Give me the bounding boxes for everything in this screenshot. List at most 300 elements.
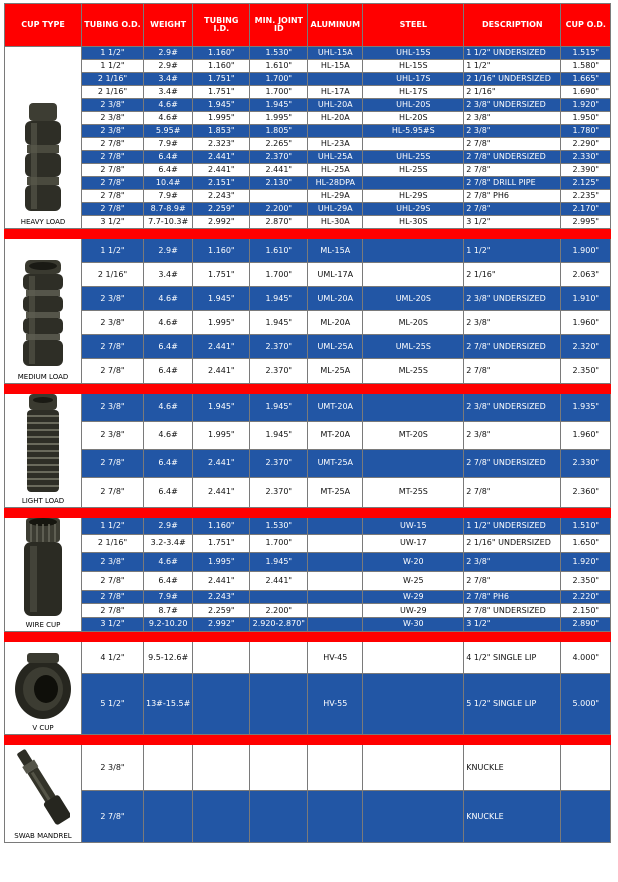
min-joint-id-cell xyxy=(250,642,308,674)
table-row xyxy=(5,617,611,631)
tubing-id-cell xyxy=(193,642,250,674)
tubing-id-cell: 1.853" xyxy=(193,125,250,138)
table-row xyxy=(5,47,611,60)
aluminum-cell xyxy=(308,617,363,631)
tubing-od-cell: 2 7/8" xyxy=(82,203,144,216)
cup-type-label: WIRE CUP xyxy=(25,621,61,629)
weight-cell: 3.2-3.4# xyxy=(144,535,193,552)
section-divider-cell xyxy=(5,384,611,394)
description-cell: 2 3/8" UNDERSIZED xyxy=(464,99,561,112)
description-cell: 2 3/8" xyxy=(464,421,561,449)
table-row xyxy=(5,421,611,449)
min-joint-id-cell xyxy=(250,745,308,791)
table-row xyxy=(5,112,611,125)
steel-cell xyxy=(363,177,464,190)
steel-cell xyxy=(363,263,464,287)
min-joint-id-cell: 1.610" xyxy=(250,239,308,263)
cup-od-cell: 2.320" xyxy=(561,335,611,359)
steel-cell: UML-25S xyxy=(363,335,464,359)
cup-od-cell: 2.150" xyxy=(561,604,611,617)
tubing-id-cell: 2.243" xyxy=(193,190,250,203)
steel-cell xyxy=(363,745,464,791)
table-row xyxy=(5,287,611,311)
min-joint-id-cell: 2.130" xyxy=(250,177,308,190)
weight-cell: 4.6# xyxy=(144,287,193,311)
steel-cell: UW-29 xyxy=(363,604,464,617)
aluminum-cell: ML-20A xyxy=(308,311,363,335)
steel-cell xyxy=(363,239,464,263)
weight-cell: 8.7# xyxy=(144,604,193,617)
cup-od-cell: 2.995" xyxy=(561,216,611,229)
tubing-id-cell: 2.323" xyxy=(193,138,250,151)
min-joint-id-cell: 1.530" xyxy=(250,47,308,60)
cup-od-cell: 2.350" xyxy=(561,571,611,590)
aluminum-cell: HL-20A xyxy=(308,112,363,125)
cup-type-label: LIGHT LOAD xyxy=(21,497,65,505)
table-row xyxy=(5,552,611,571)
cup-type-cell xyxy=(5,47,82,229)
weight-cell: 7.9# xyxy=(144,190,193,203)
header-steel: STEEL xyxy=(363,4,464,47)
weight-cell: 7.9# xyxy=(144,138,193,151)
tubing-id-cell: 2.259" xyxy=(193,203,250,216)
tubing-od-cell: 2 7/8" xyxy=(82,138,144,151)
description-cell: 2 3/8" xyxy=(464,311,561,335)
weight-cell: 9.2-10.20 xyxy=(144,617,193,631)
cup-od-cell xyxy=(561,745,611,791)
header-row xyxy=(5,4,611,47)
steel-cell: UHL-25S xyxy=(363,151,464,164)
tubing-id-cell: 2.259" xyxy=(193,604,250,617)
tubing-od-cell: 1 1/2" xyxy=(82,518,144,535)
cup-od-cell: 1.690" xyxy=(561,86,611,99)
aluminum-cell: HL-30A xyxy=(308,216,363,229)
cup-od-cell: 1.515" xyxy=(561,47,611,60)
header-cup-type: CUP TYPE xyxy=(5,4,82,47)
min-joint-id-cell xyxy=(250,674,308,735)
aluminum-cell xyxy=(308,535,363,552)
min-joint-id-cell: 2.370" xyxy=(250,359,308,384)
table-row xyxy=(5,449,611,477)
weight-cell: 6.4# xyxy=(144,335,193,359)
tubing-od-cell: 2 7/8" xyxy=(82,177,144,190)
aluminum-cell: HL-17A xyxy=(308,86,363,99)
tubing-od-cell: 2 7/8" xyxy=(82,164,144,177)
min-joint-id-cell xyxy=(250,190,308,203)
weight-cell: 6.4# xyxy=(144,151,193,164)
cup-od-cell xyxy=(561,791,611,843)
steel-cell: ML-20S xyxy=(363,311,464,335)
table-body xyxy=(5,47,611,843)
cup-od-cell: 1.780" xyxy=(561,125,611,138)
tubing-od-cell: 1 1/2" xyxy=(82,47,144,60)
table-row xyxy=(5,642,611,674)
cup-od-cell: 2.330" xyxy=(561,151,611,164)
section-divider xyxy=(5,632,611,642)
table-header xyxy=(5,4,611,47)
weight-cell: 10.4# xyxy=(144,177,193,190)
steel-cell: HL-25S xyxy=(363,164,464,177)
tubing-od-cell: 4 1/2" xyxy=(82,642,144,674)
tubing-id-cell: 1.995" xyxy=(193,112,250,125)
min-joint-id-cell: 1.700" xyxy=(250,263,308,287)
weight-cell: 5.95# xyxy=(144,125,193,138)
tubing-od-cell: 2 3/8" xyxy=(82,112,144,125)
table-row xyxy=(5,239,611,263)
tubing-id-cell: 1.995" xyxy=(193,421,250,449)
steel-cell: HL-15S xyxy=(363,60,464,73)
aluminum-cell: HL-29A xyxy=(308,190,363,203)
description-cell: 2 7/8" UNDERSIZED xyxy=(464,335,561,359)
section-divider-cell xyxy=(5,508,611,518)
aluminum-cell: ML-25A xyxy=(308,359,363,384)
cup-od-cell: 1.935" xyxy=(561,394,611,422)
tubing-id-cell: 2.992" xyxy=(193,617,250,631)
weight-cell: 6.4# xyxy=(144,359,193,384)
cup-od-cell: 2.235" xyxy=(561,190,611,203)
aluminum-cell: UMT-20A xyxy=(308,394,363,422)
cup-od-cell: 1.920" xyxy=(561,99,611,112)
steel-cell: HL-20S xyxy=(363,112,464,125)
table-row xyxy=(5,591,611,604)
weight-cell: 6.4# xyxy=(144,449,193,477)
tubing-od-cell: 2 7/8" xyxy=(82,359,144,384)
aluminum-cell: HL-25A xyxy=(308,164,363,177)
weight-cell: 2.9# xyxy=(144,239,193,263)
tubing-od-cell: 2 3/8" xyxy=(82,125,144,138)
table-row xyxy=(5,535,611,552)
light-load-cup-icon xyxy=(23,394,63,494)
cup-od-cell: 1.665" xyxy=(561,73,611,86)
tubing-id-cell: 1.995" xyxy=(193,552,250,571)
cup-od-cell: 2.390" xyxy=(561,164,611,177)
steel-cell: HL-5.95#S xyxy=(363,125,464,138)
tubing-id-cell: 1.945" xyxy=(193,287,250,311)
weight-cell: 3.4# xyxy=(144,73,193,86)
steel-cell: HL-30S xyxy=(363,216,464,229)
tubing-id-cell: 2.441" xyxy=(193,571,250,590)
tubing-od-cell: 2 7/8" xyxy=(82,335,144,359)
weight-cell: 6.4# xyxy=(144,571,193,590)
table-row xyxy=(5,151,611,164)
aluminum-cell xyxy=(308,604,363,617)
aluminum-cell: HL-28DPA xyxy=(308,177,363,190)
description-cell: 2 7/8" xyxy=(464,164,561,177)
steel-cell: MT-25S xyxy=(363,477,464,507)
min-joint-id-cell: 1.700" xyxy=(250,535,308,552)
tubing-od-cell: 2 1/16" xyxy=(82,535,144,552)
weight-cell: 7.7-10.3# xyxy=(144,216,193,229)
tubing-od-cell: 2 7/8" xyxy=(82,791,144,843)
section-divider-cell xyxy=(5,735,611,745)
steel-cell: W-30 xyxy=(363,617,464,631)
tubing-id-cell: 1.160" xyxy=(193,239,250,263)
tubing-id-cell xyxy=(193,674,250,735)
tubing-id-cell: 2.441" xyxy=(193,164,250,177)
tubing-id-cell xyxy=(193,745,250,791)
tubing-od-cell: 2 7/8" xyxy=(82,591,144,604)
table-row xyxy=(5,177,611,190)
tubing-id-cell: 2.441" xyxy=(193,359,250,384)
table-row xyxy=(5,164,611,177)
steel-cell: MT-20S xyxy=(363,421,464,449)
tubing-id-cell: 2.992" xyxy=(193,216,250,229)
aluminum-cell: HL-15A xyxy=(308,60,363,73)
table-row xyxy=(5,518,611,535)
tubing-id-cell: 2.243" xyxy=(193,591,250,604)
min-joint-id-cell: 1.610" xyxy=(250,60,308,73)
cup-od-cell: 2.125" xyxy=(561,177,611,190)
weight-cell: 4.6# xyxy=(144,394,193,422)
tubing-od-cell: 2 3/8" xyxy=(82,421,144,449)
description-cell: 2 3/8" UNDERSIZED xyxy=(464,394,561,422)
weight-cell: 3.4# xyxy=(144,86,193,99)
steel-cell xyxy=(363,449,464,477)
aluminum-cell: ML-15A xyxy=(308,239,363,263)
weight-cell: 3.4# xyxy=(144,263,193,287)
table-row xyxy=(5,745,611,791)
aluminum-cell xyxy=(308,745,363,791)
min-joint-id-cell: 1.700" xyxy=(250,73,308,86)
steel-cell: W-20 xyxy=(363,552,464,571)
table-row xyxy=(5,311,611,335)
cup-od-cell: 1.900" xyxy=(561,239,611,263)
cup-od-cell: 1.920" xyxy=(561,552,611,571)
wire-cup-icon xyxy=(21,518,65,618)
cup-type-cell xyxy=(5,642,82,735)
weight-cell: 2.9# xyxy=(144,47,193,60)
min-joint-id-cell: 2.441" xyxy=(250,571,308,590)
description-cell: 2 1/16" UNDERSIZED xyxy=(464,73,561,86)
aluminum-cell: UHL-20A xyxy=(308,99,363,112)
steel-cell: UHL-17S xyxy=(363,73,464,86)
description-cell: 2 3/8" xyxy=(464,125,561,138)
aluminum-cell xyxy=(308,571,363,590)
table-row xyxy=(5,477,611,507)
description-cell: 2 7/8" PH6 xyxy=(464,190,561,203)
table-row xyxy=(5,190,611,203)
table-row xyxy=(5,73,611,86)
steel-cell xyxy=(363,394,464,422)
description-cell: 2 7/8" xyxy=(464,359,561,384)
header-min-joint-id: MIN. JOINT ID xyxy=(250,4,308,47)
table-row xyxy=(5,60,611,73)
weight-cell: 8.7-8.9# xyxy=(144,203,193,216)
header-aluminum: ALUMINUM xyxy=(308,4,363,47)
steel-cell xyxy=(363,642,464,674)
min-joint-id-cell: 1.945" xyxy=(250,552,308,571)
steel-cell: UHL-20S xyxy=(363,99,464,112)
cup-od-cell: 1.510" xyxy=(561,518,611,535)
aluminum-cell: UHL-15A xyxy=(308,47,363,60)
aluminum-cell: MT-25A xyxy=(308,477,363,507)
weight-cell: 2.9# xyxy=(144,60,193,73)
cup-od-cell: 1.580" xyxy=(561,60,611,73)
description-cell: 2 7/8" xyxy=(464,571,561,590)
description-cell: 4 1/2" SINGLE LIP xyxy=(464,642,561,674)
aluminum-cell: UMT-25A xyxy=(308,449,363,477)
header-weight: WEIGHT xyxy=(144,4,193,47)
tubing-id-cell: 2.441" xyxy=(193,449,250,477)
cup-od-cell: 4.000" xyxy=(561,642,611,674)
description-cell: KNUCKLE xyxy=(464,745,561,791)
min-joint-id-cell: 1.805" xyxy=(250,125,308,138)
min-joint-id-cell: 1.945" xyxy=(250,394,308,422)
table-row xyxy=(5,203,611,216)
tubing-od-cell: 2 1/16" xyxy=(82,73,144,86)
description-cell: 2 7/8" xyxy=(464,138,561,151)
weight-cell xyxy=(144,745,193,791)
min-joint-id-cell: 1.945" xyxy=(250,421,308,449)
description-cell: 2 7/8" DRILL PIPE xyxy=(464,177,561,190)
table-row xyxy=(5,791,611,843)
min-joint-id-cell: 1.945" xyxy=(250,287,308,311)
cup-od-cell: 1.650" xyxy=(561,535,611,552)
description-cell: 2 7/8" UNDERSIZED xyxy=(464,449,561,477)
min-joint-id-cell: 2.200" xyxy=(250,203,308,216)
steel-cell: HL-17S xyxy=(363,86,464,99)
cup-type-cell xyxy=(5,518,82,632)
steel-cell: W-29 xyxy=(363,591,464,604)
min-joint-id-cell: 2.370" xyxy=(250,335,308,359)
table-row xyxy=(5,125,611,138)
aluminum-cell: UML-20A xyxy=(308,287,363,311)
medium-load-cup-icon xyxy=(20,260,66,370)
aluminum-cell xyxy=(308,552,363,571)
weight-cell: 2.9# xyxy=(144,518,193,535)
tubing-id-cell: 1.995" xyxy=(193,311,250,335)
description-cell: 2 7/8" xyxy=(464,477,561,507)
aluminum-cell: HV-45 xyxy=(308,642,363,674)
swab-mandrel-icon xyxy=(16,745,70,829)
tubing-od-cell: 2 3/8" xyxy=(82,287,144,311)
weight-cell: 6.4# xyxy=(144,477,193,507)
aluminum-cell xyxy=(308,518,363,535)
weight-cell: 13#-15.5# xyxy=(144,674,193,735)
aluminum-cell xyxy=(308,125,363,138)
steel-cell: UHL-15S xyxy=(363,47,464,60)
tubing-id-cell: 1.160" xyxy=(193,47,250,60)
tubing-od-cell: 2 1/16" xyxy=(82,86,144,99)
cup-type-cell xyxy=(5,394,82,508)
tubing-od-cell: 2 3/8" xyxy=(82,394,144,422)
aluminum-cell: MT-20A xyxy=(308,421,363,449)
weight-cell xyxy=(144,791,193,843)
description-cell: KNUCKLE xyxy=(464,791,561,843)
cup-type-label: SWAB MANDREL xyxy=(14,832,72,840)
tubing-od-cell: 2 1/16" xyxy=(82,263,144,287)
tubing-od-cell: 2 7/8" xyxy=(82,151,144,164)
steel-cell xyxy=(363,674,464,735)
table-row xyxy=(5,394,611,422)
min-joint-id-cell: 2.870" xyxy=(250,216,308,229)
tubing-od-cell: 1 1/2" xyxy=(82,60,144,73)
description-cell: 1 1/2" UNDERSIZED xyxy=(464,47,561,60)
tubing-id-cell: 1.160" xyxy=(193,518,250,535)
cup-od-cell: 1.950" xyxy=(561,112,611,125)
table-row xyxy=(5,138,611,151)
cup-od-cell: 2.220" xyxy=(561,591,611,604)
description-cell: 2 7/8" xyxy=(464,203,561,216)
cup-type-label: HEAVY LOAD xyxy=(20,218,66,226)
description-cell: 3 1/2" xyxy=(464,216,561,229)
heavy-load-cup-icon xyxy=(21,103,65,215)
steel-cell: ML-25S xyxy=(363,359,464,384)
table-row xyxy=(5,263,611,287)
table-row xyxy=(5,86,611,99)
table-row xyxy=(5,604,611,617)
description-cell: 3 1/2" xyxy=(464,617,561,631)
weight-cell: 4.6# xyxy=(144,99,193,112)
min-joint-id-cell xyxy=(250,591,308,604)
tubing-od-cell: 2 7/8" xyxy=(82,604,144,617)
tubing-id-cell: 1.160" xyxy=(193,60,250,73)
min-joint-id-cell: 2.370" xyxy=(250,477,308,507)
tubing-od-cell: 2 3/8" xyxy=(82,745,144,791)
aluminum-cell: HL-23A xyxy=(308,138,363,151)
min-joint-id-cell: 1.995" xyxy=(250,112,308,125)
header-cup-od: CUP O.D. xyxy=(561,4,611,47)
v-cup-icon xyxy=(13,651,73,721)
tubing-od-cell: 2 7/8" xyxy=(82,449,144,477)
min-joint-id-cell: 2.200" xyxy=(250,604,308,617)
table-row xyxy=(5,335,611,359)
tubing-od-cell: 2 3/8" xyxy=(82,552,144,571)
tubing-id-cell: 2.441" xyxy=(193,151,250,164)
min-joint-id-cell: 2.920-2.870" xyxy=(250,617,308,631)
tubing-id-cell: 2.151" xyxy=(193,177,250,190)
tubing-od-cell: 5 1/2" xyxy=(82,674,144,735)
weight-cell: 4.6# xyxy=(144,552,193,571)
tubing-od-cell: 3 1/2" xyxy=(82,617,144,631)
weight-cell: 4.6# xyxy=(144,311,193,335)
steel-cell xyxy=(363,791,464,843)
weight-cell: 4.6# xyxy=(144,421,193,449)
min-joint-id-cell: 2.370" xyxy=(250,151,308,164)
description-cell: 2 7/8" PH6 xyxy=(464,591,561,604)
cup-type-label: V CUP xyxy=(32,724,54,732)
aluminum-cell xyxy=(308,591,363,604)
aluminum-cell: UHL-29A xyxy=(308,203,363,216)
aluminum-cell xyxy=(308,791,363,843)
aluminum-cell: HV-55 xyxy=(308,674,363,735)
description-cell: 1 1/2" xyxy=(464,239,561,263)
table-row xyxy=(5,674,611,735)
section-divider xyxy=(5,735,611,745)
steel-cell: UHL-29S xyxy=(363,203,464,216)
cup-od-cell: 2.330" xyxy=(561,449,611,477)
cup-od-cell: 1.910" xyxy=(561,287,611,311)
min-joint-id-cell: 2.265" xyxy=(250,138,308,151)
cup-type-cell xyxy=(5,745,82,843)
steel-cell: W-25 xyxy=(363,571,464,590)
header-tubing-od: TUBING O.D. xyxy=(82,4,144,47)
tubing-id-cell: 1.751" xyxy=(193,535,250,552)
tubing-id-cell: 1.751" xyxy=(193,86,250,99)
cup-od-cell: 2.890" xyxy=(561,617,611,631)
cup-od-cell: 5.000" xyxy=(561,674,611,735)
cup-type-label: MEDIUM LOAD xyxy=(17,373,69,381)
cup-od-cell: 2.170" xyxy=(561,203,611,216)
weight-cell: 7.9# xyxy=(144,591,193,604)
min-joint-id-cell: 2.370" xyxy=(250,449,308,477)
description-cell: 2 1/16" xyxy=(464,86,561,99)
section-divider-cell xyxy=(5,632,611,642)
description-cell: 2 3/8" UNDERSIZED xyxy=(464,287,561,311)
cup-od-cell: 2.350" xyxy=(561,359,611,384)
tubing-id-cell: 2.441" xyxy=(193,335,250,359)
table-row xyxy=(5,359,611,384)
